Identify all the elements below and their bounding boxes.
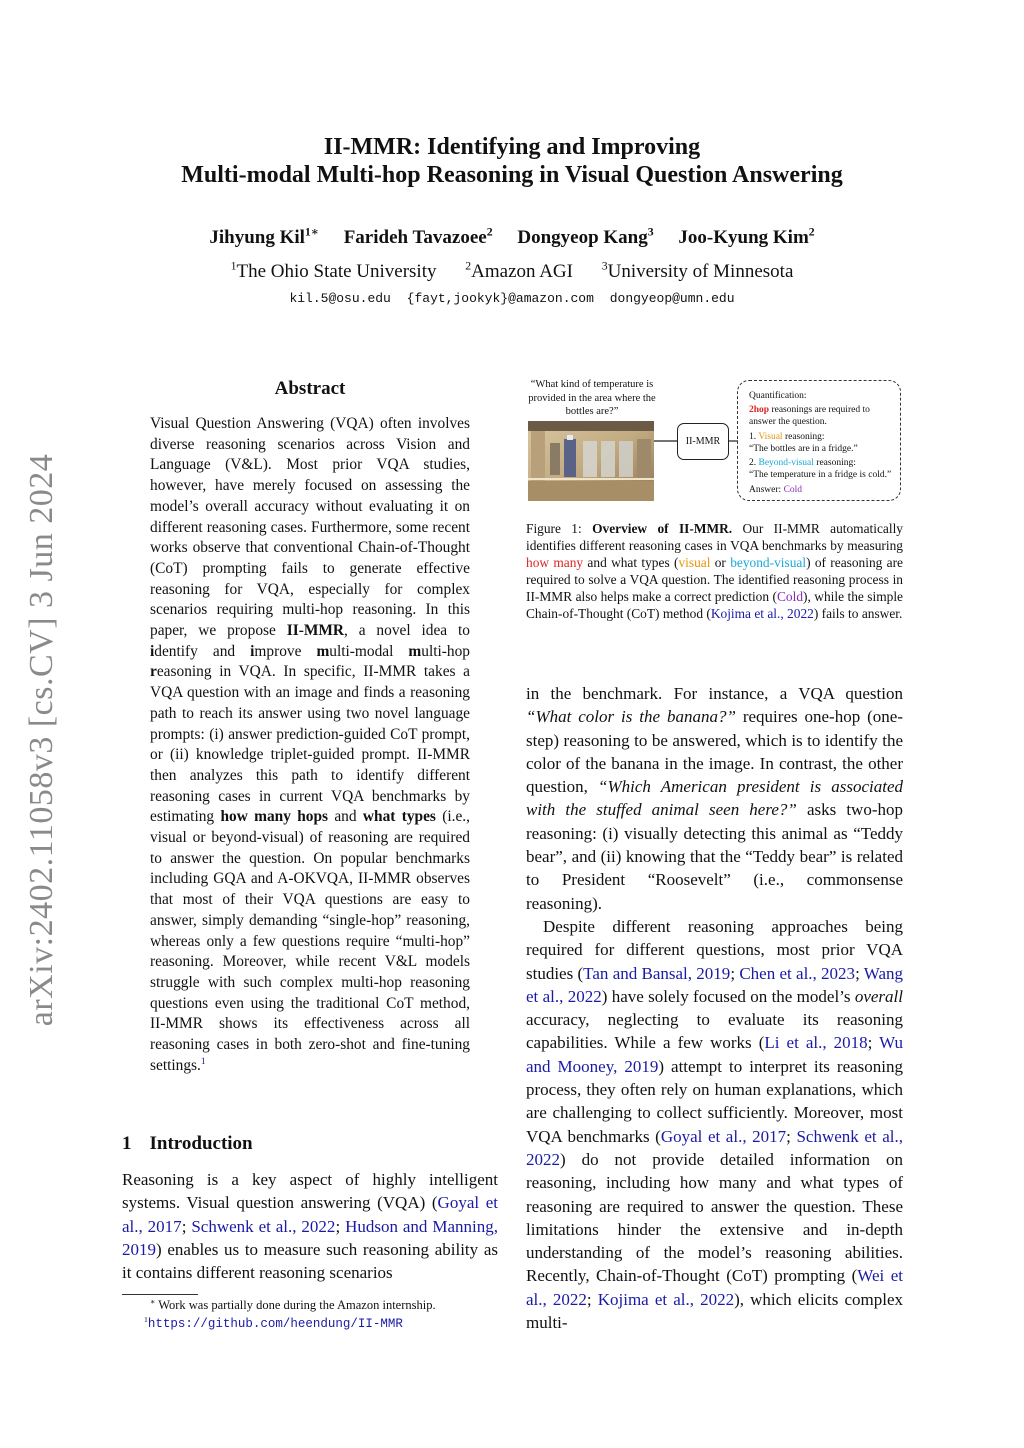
right-paragraph-2: Despite different reasoning approaches being required for different questions, most prior VQA studies (Tan and Bansal, 2019; Chen et al., 2023; Wang et al., 2022) have solely focused on the model’s overall accuracy, neglecting to evaluate its reasoning capabilities. While a few works (Li et al., 2018; Wu and Mooney, 2019) attempt to interpret its reasoning process, they often rely on human explanations, which are challenging to collect sufficiently. Moreover, most VQA benchmarks (Goyal et al., 2017; Schwenk et al., 2022) do not provide detailed information on reasoning, including how many and what types of reasoning are required to answer the question. These limitations hinder the extensive and in-depth understanding of the model’s reasoning abilities. Recently, Chain-of-Thought (CoT) prompting (Wei et al., 2022; Kojima et al., 2022), which elicits complex multi- [526,917,904,1333]
ii-mmr-box: II-MMR [677,423,729,460]
hop-count: 2hop reasonings are required to answer the question. [749,405,870,427]
affiliation: $^2$Amazon AGI [465,259,573,282]
affiliation-list [120,261,904,283]
arxiv-sidebar [12,430,72,1050]
github-link[interactable]: https://github.com/heendung/II-MMR [147,1317,403,1331]
beyond-visual-reasoning-quote: “The temperature in a fridge is cold.” [749,470,892,480]
right-paragraph-1: in the benchmark. For instance, a VQA question “What color is the banana?” requires one-hop (one-step) reasoning to be answered, which is to identify the color of the banana in the image. In contrast, the other question, “Which American president is associated with the stuffed animal seen here?” asks two-hop reasoning: (i) visually detecting this animal as “Teddy bear”, and (ii) knowing that the “Teddy bear” is related to President “Roosevelt” (i.e., commonsense reasoning). [526,684,904,913]
email: {fayt,jookyk}@amazon.com [406,291,594,306]
beyond-visual-reasoning-item: 2. Beyond-visual reasoning: [749,458,856,468]
citation-link[interactable]: Chen et al., 2023 [739,963,856,983]
citation-link[interactable]: Wu and Mooney, 2019 [526,1033,903,1076]
citation-link[interactable]: Schwenk et al., 2022 [526,1126,903,1169]
citation-link[interactable]: Hudson and Manning, 2019 [122,1216,498,1259]
affiliation: $^1$The Ohio State University [230,259,437,282]
citation-link[interactable]: Schwenk et al., 2022 [191,1216,336,1236]
paper-title-line2: Multi-modal Multi-hop Reasoning in Visual Question Answering [181,162,843,188]
author-list [120,227,904,249]
author: Joo-Kyung Kim$^2$ [678,225,815,248]
visual-reasoning-quote: “The bottles are in a fridge.” [749,444,858,454]
citation-link[interactable]: Tan and Bansal, 2019 [583,963,731,983]
intro-paragraph: Reasoning is a key aspect of highly intelligent systems. Visual question answering (VQA) (Goyal et al., 2017; Schwenk et al., 2022; Hudson and Manning, 2019) enables us to measure such reasoning ability as it contains different reasoning scenarios [122,1170,498,1283]
footnote-rule [122,1294,198,1295]
figure-answer: Answer: Cold [749,485,803,495]
email: kil.5@osu.edu [289,291,391,306]
visual-reasoning-item: 1. Visual reasoning: [749,432,825,442]
affiliation: $^3$University of Minnesota [601,259,794,282]
citation-link[interactable]: Kojima et al., 2022 [710,606,814,621]
section-heading-introduction: 1 Introduction [122,1133,253,1154]
citation-link[interactable]: Kojima et al., 2022 [597,1289,735,1309]
author: Jihyung Kil$^{1∗}$ [209,225,319,248]
citation-link[interactable]: Li et al., 2018 [764,1033,868,1053]
footnote-1: $^1$https://github.com/heendung/II-MMR [144,1314,403,1331]
email-list [120,291,904,306]
citation-link[interactable]: Wei et al., 2022 [526,1266,903,1309]
footnote-link[interactable]: 1 [200,1055,206,1067]
author: Dongyeop Kang$^3$ [517,225,654,248]
citation-link[interactable]: Goyal et al., 2017 [122,1193,498,1236]
abstract-heading: Abstract [274,378,346,399]
author: Farideh Tavazoee$^2$ [343,225,493,248]
figure-caption: Figure 1: Overview of II-MMR. Our II-MMR automatically identifies different reasoning cases in VQA benchmarks by measuring how many and what types (visual or beyond-visual) of reasoning are required to solve a VQA question. The identified reasoning process in II-MMR also helps make a correct prediction (Cold), while the simple Chain-of-Thought (CoT) method (Kojima et al., 2022) fails to answer. [526,521,904,621]
fridge-photo [528,421,654,501]
figure-question: “What kind of temperature is provided in the area where the bottles are?” [528,379,656,417]
abstract-body: Visual Question Answering (VQA) often involves diverse reasoning scenarios across Vision and Language (V&L). Most prior VQA studies, however, have merely focused on assessing the model’s overall accuracy without evaluating it on different reasoning cases. Furthermore, some recent works observe that conventional Chain-of-Thought (CoT) prompting fails to generate effective reasoning for VQA, especially for complex scenarios requiring multi-hop reasoning. In this paper, we propose II-MMR, a novel idea to identify and improve multi-modal multi-hop reasoning in VQA. In specific, II-MMR takes a VQA question with an image and finds a reasoning path to reach its answer using two novel language prompts: (i) answer prediction-guided CoT prompt, or (ii) knowledge triplet-guided prompt. II-MMR then analyzes this path to identify different reasoning cases in current VQA benchmarks by estimating how many hops and what types (i.e., visual or beyond-visual) of reasoning are required to answer the question. On popular benchmarks including GQA and A-OKVQA, II-MMR observes that most of their VQA questions are easy to answer, simply demanding “single-hop” reasoning, whereas only a few questions require “multi-hop” reasoning. Moreover, while recent V&L models struggle with such complex multi-hop reasoning questions even using the traditional CoT method, II-MMR shows its effectiveness across all reasoning cases in both zero-shot and fine-tuning settings.$^1$ [150,415,471,1074]
citation-link[interactable]: Wang et al., 2022 [526,963,903,1006]
citation-link[interactable]: Goyal et al., 2017 [660,1126,787,1146]
paper-title-line1: II-MMR: Identifying and Improving [323,134,701,160]
arxiv-id: arXiv:2402.11058v3 [cs.CV] 3 Jun 2024 [23,453,60,1027]
footnote-star: ∗ Work was partially done during the Amazon internship. [150,1296,436,1312]
email: dongyeop@umn.edu [609,291,735,306]
quantification-label: Quantification: [749,391,807,401]
